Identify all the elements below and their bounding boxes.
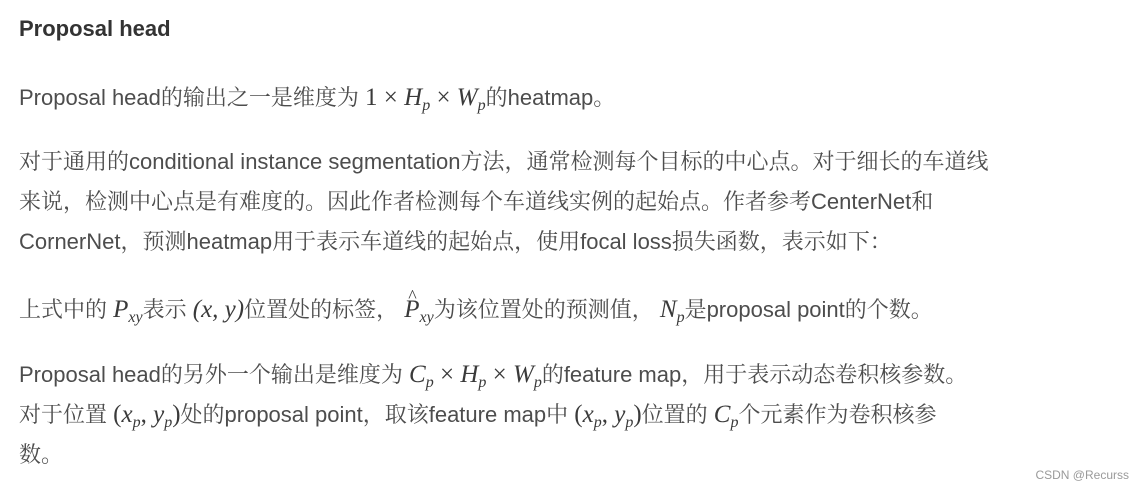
math-feature-dimension: $C_p \times H_p \times W_p$ <box>409 361 542 391</box>
math-label-var: $P_{xy}$ <box>113 296 143 326</box>
math-prediction-var: ^ $P_{xy}$ <box>404 296 433 323</box>
watermark: CSDN @Recurss <box>1035 468 1129 482</box>
section-heading: Proposal head <box>19 16 171 41</box>
text-line: CornerNet，预测heatmap用于表示车道线的起始点，使用focal loss损失函数，表示如下： <box>19 229 892 254</box>
math-dimension: $1 \times H_p \times W_p$ <box>365 84 486 114</box>
paragraph-start-point <box>19 142 988 262</box>
text-line: 来说，检测中心点是有难度的。因此作者检测每个车道线实例的起始点。作者参考CenterNet和 <box>19 189 934 214</box>
text-line: 对于位置 ($x_p$, $y_p$)处的proposal point，取该feature map中 ($x_p$, $y_p$)位置的 $C_p$个元素作为卷积核参 <box>19 401 937 431</box>
paragraph-loss-explanation: 上式中的 $P_{xy}$表示 (x, y)位置处的标签， ^ $P_{xy}$为该位置处的预测值， $N_p$是proposal point的个数。 <box>19 290 933 330</box>
math-position: ($x_p$, $y_p$) <box>113 401 181 431</box>
paragraph-feature-map <box>19 355 967 475</box>
text-line: 数。 <box>19 442 64 467</box>
text-line: 对于通用的conditional instance segmentation方法，通常检测每个目标的中心点。对于细长的车道线 <box>19 149 989 174</box>
text-line: Proposal head的另外一个输出是维度为 $C_p \times H_p \times W_p$的feature map，用于表示动态卷积核参数。 <box>19 361 968 391</box>
text: 的heatmap。 <box>485 85 616 110</box>
math-position: ($x_p$, $y_p$) <box>574 401 642 431</box>
paragraph-heatmap-output <box>19 78 615 118</box>
math-channel-count: $C_p$ <box>713 401 739 431</box>
math-coordinate: (x, y) <box>192 296 245 323</box>
math-count-var: $N_p$ <box>659 296 685 326</box>
text: Proposal head的输出之一是维度为 <box>19 85 359 110</box>
